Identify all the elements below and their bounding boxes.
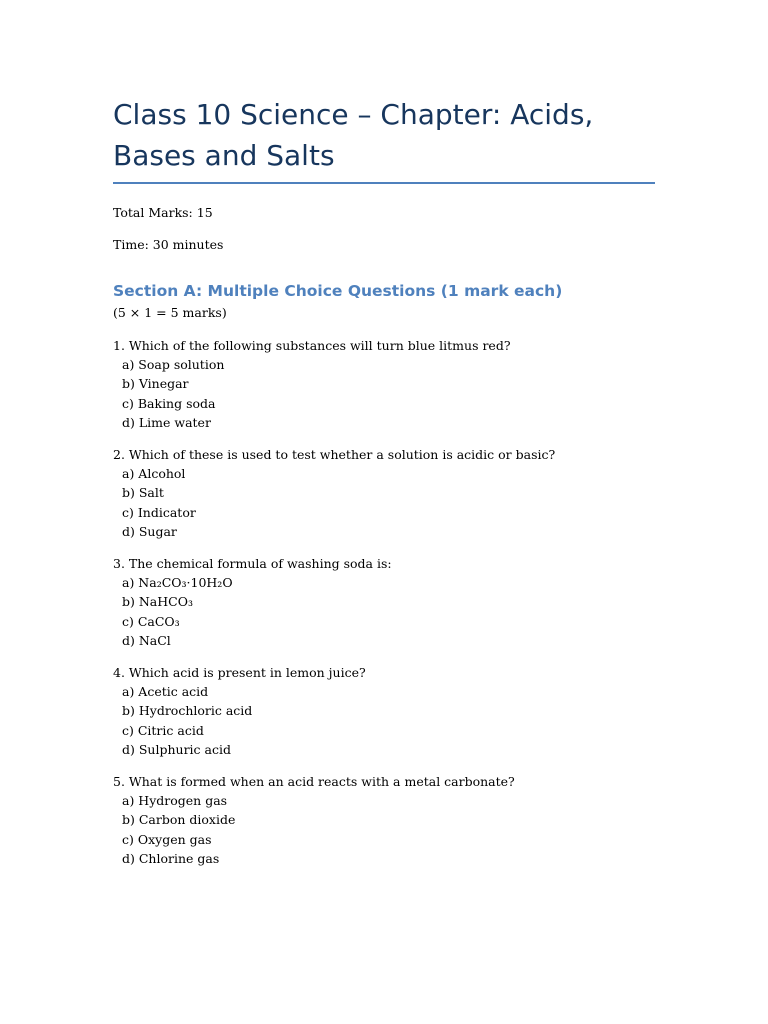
option-c: c) Baking soda <box>122 395 216 411</box>
option-b: b) Hydrochloric acid <box>122 703 253 719</box>
option-b: b) Salt <box>122 485 164 501</box>
option-d: d) Chlorine gas <box>122 850 220 866</box>
time-limit: Time: 30 minutes <box>113 237 224 252</box>
option-d: d) Lime water <box>122 414 211 430</box>
question-1 <box>113 336 655 432</box>
option-a: a) Alcohol <box>122 466 186 482</box>
document-title: Class 10 Science – Chapter: Acids, Bases and Salts <box>113 98 594 172</box>
title-underline <box>113 182 655 184</box>
total-marks: Total Marks: 15 <box>113 205 213 220</box>
question-5 <box>113 772 655 868</box>
question-text: 5. What is formed when an acid reacts with a metal carbonate? <box>113 774 515 790</box>
option-c: c) Oxygen gas <box>122 831 212 847</box>
option-a: a) Na₂CO₃·10H₂O <box>122 575 233 591</box>
question-4 <box>113 663 655 759</box>
section-a-heading: Section A: Multiple Choice Questions (1 mark each) <box>113 282 563 300</box>
option-d: d) Sulphuric acid <box>122 741 231 757</box>
section-a-marks-note: (5 × 1 = 5 marks) <box>113 305 227 320</box>
option-a: a) Hydrogen gas <box>122 793 228 809</box>
option-d: d) NaCl <box>122 632 171 648</box>
option-c: c) CaCO₃ <box>122 613 180 629</box>
option-c: c) Indicator <box>122 504 196 520</box>
question-text: 4. Which acid is present in lemon juice? <box>113 665 366 681</box>
option-a: a) Soap solution <box>122 357 225 373</box>
option-c: c) Citric acid <box>122 722 204 738</box>
option-a: a) Acetic acid <box>122 684 209 700</box>
question-text: 1. Which of the following substances will turn blue litmus red? <box>113 338 511 353</box>
question-3 <box>113 554 655 650</box>
question-2 <box>113 445 655 541</box>
question-text: 2. Which of these is used to test whether a solution is acidic or basic? <box>113 447 556 463</box>
option-b: b) Carbon dioxide <box>122 812 236 828</box>
document-content <box>113 94 655 868</box>
option-b: b) Vinegar <box>122 376 189 392</box>
option-b: b) NaHCO₃ <box>122 594 193 610</box>
option-d: d) Sugar <box>122 523 177 539</box>
question-text: 3. The chemical formula of washing soda is: <box>113 556 392 572</box>
